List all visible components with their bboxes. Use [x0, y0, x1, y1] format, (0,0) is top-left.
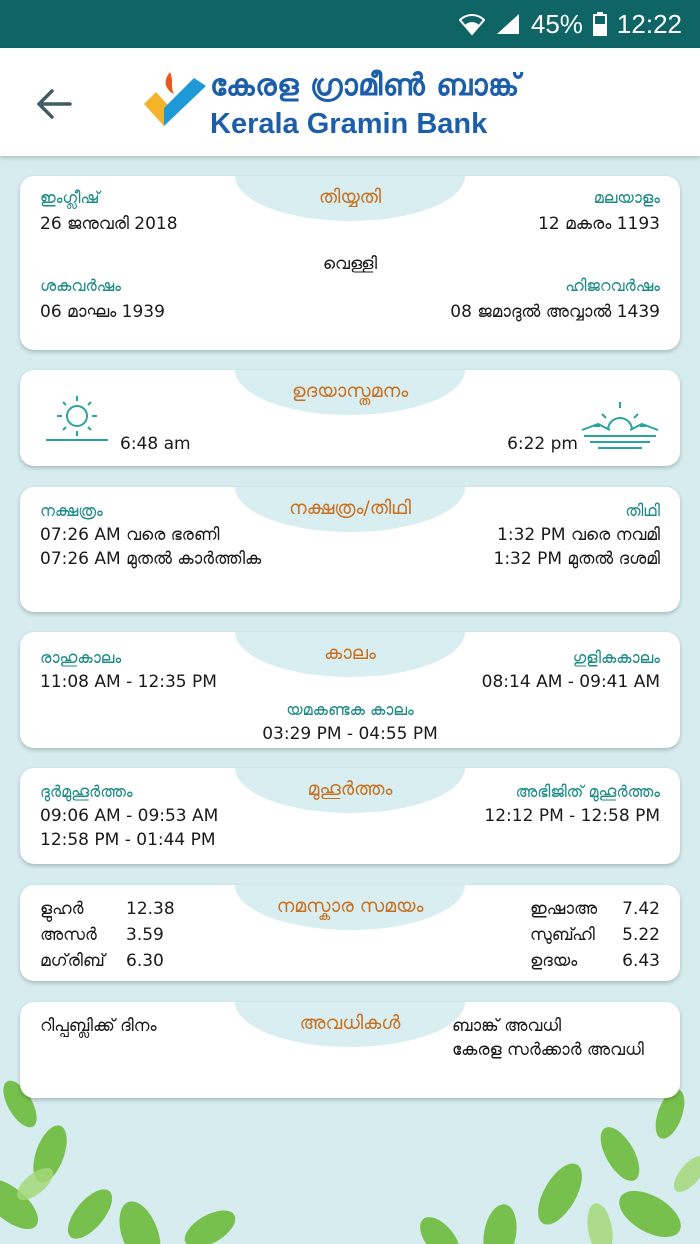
durmuhurtham-line-2: 12:58 PM - 01:44 PM	[40, 830, 216, 850]
card-title: കാലം	[324, 642, 376, 664]
hijri-year-label: ഹിജറവർഷം	[565, 276, 660, 295]
card-title: തിയ്യതി	[318, 186, 382, 208]
rahu-kalam-label: രാഹുകാലം	[40, 648, 122, 667]
yama-kalam-value: 03:29 PM - 04:55 PM	[262, 724, 438, 744]
sunrise-sunset-card	[20, 370, 680, 466]
holidays-card	[20, 1002, 680, 1098]
government-holiday: കേരള സർക്കാർ അവധി	[452, 1040, 644, 1060]
english-date-value: 26 ജനുവരി 2018	[40, 214, 178, 234]
battery-icon	[593, 12, 607, 36]
card-title: നമസ്കാര സമയം	[276, 895, 424, 917]
prayer-name: ഇഷാഅ	[530, 899, 598, 919]
tithi-label: തിഥി	[625, 501, 660, 520]
card-title: മുഹൂർത്തം	[307, 778, 393, 800]
durmuhurtham-line-1: 09:06 AM - 09:53 AM	[40, 806, 219, 826]
card-title: നക്ഷത്രം/തിഥി	[288, 497, 412, 519]
tithi-line-1: 1:32 PM വരെ നവമി	[497, 525, 660, 545]
app-bar	[0, 48, 700, 156]
star-label: നക്ഷത്രം	[40, 501, 103, 520]
durmuhurtham-label: ദുർമുഹൂർത്തം	[40, 782, 133, 801]
gulika-kalam-label: ഗുളികകാലം	[572, 648, 660, 667]
sunrise-time: 6:48 am	[120, 434, 191, 454]
muhurtham-card	[20, 768, 680, 864]
brand-name-english: Kerala Gramin Bank	[210, 108, 488, 140]
sunrise-icon	[44, 392, 110, 444]
prayer-time: 3.59	[126, 925, 164, 945]
arrow-left-icon[interactable]	[30, 80, 78, 128]
prayer-name: ളുഹർ	[40, 899, 84, 919]
prayer-time: 6.43	[622, 951, 660, 971]
gulika-kalam-value: 08:14 AM - 09:41 AM	[481, 672, 660, 692]
prayer-name: ഉദയം	[530, 951, 578, 971]
english-date-label: ഇംഗ്ലീഷ്	[40, 188, 100, 207]
yama-kalam-label: യമകണ്ടക കാലം	[286, 700, 414, 719]
prayer-name: സുബ്ഹി	[530, 925, 595, 945]
weekday: വെള്ളി	[322, 254, 378, 274]
hijri-year-value: 08 ജമാദുൽ അവ്വാൽ 1439	[450, 302, 660, 322]
battery-percent: 45%	[530, 8, 583, 39]
bank-logo-icon	[140, 68, 212, 138]
status-time: 12:22	[616, 8, 682, 39]
prayer-name: അസർ	[40, 925, 97, 945]
star-line-1: 07:26 AM വരെ ഭരണി	[40, 525, 220, 545]
prayer-time: 5.22	[622, 925, 660, 945]
prayer-time: 6.30	[126, 951, 164, 971]
card-title: ഉദയാസ്തമനം	[291, 380, 409, 402]
wifi-icon	[459, 12, 485, 36]
bank-holiday: ബാങ്ക് അവധി	[452, 1016, 562, 1036]
status-bar	[0, 0, 700, 48]
rahu-kalam-value: 11:08 AM - 12:35 PM	[40, 672, 217, 692]
tithi-line-2: 1:32 PM മുതൽ ദശമി	[493, 549, 660, 569]
saka-year-value: 06 മാഘം 1939	[40, 302, 165, 322]
malayalam-date-value: 12 മകരം 1193	[538, 214, 660, 234]
prayer-name: മഗ്‌രിബ്	[40, 951, 105, 971]
sunset-icon	[580, 394, 660, 454]
brand-name-malayalam: കേരള ഗ്രാമീൺ ബാങ്ക്	[210, 68, 520, 103]
star-tithi-card	[20, 487, 680, 612]
prayer-time: 12.38	[126, 899, 175, 919]
holiday-name: റിപ്പബ്ലിക്ക് ദിനം	[40, 1016, 157, 1036]
saka-year-label: ശകവർഷം	[40, 276, 121, 295]
abhijit-muhurtham-label: അഭിജിത് മുഹൂർത്തം	[515, 782, 660, 801]
card-title: അവധികൾ	[299, 1012, 401, 1034]
date-card	[20, 176, 680, 350]
prayer-times-card	[20, 885, 680, 981]
malayalam-date-label: മലയാളം	[593, 188, 660, 207]
abhijit-muhurtham-value: 12:12 PM - 12:58 PM	[484, 806, 660, 826]
star-line-2: 07:26 AM മുതൽ കാർത്തിക	[40, 549, 262, 569]
kalam-card	[20, 632, 680, 748]
prayer-time: 7.42	[622, 899, 660, 919]
signal-icon	[495, 12, 521, 36]
sunset-time: 6:22 pm	[507, 434, 578, 454]
